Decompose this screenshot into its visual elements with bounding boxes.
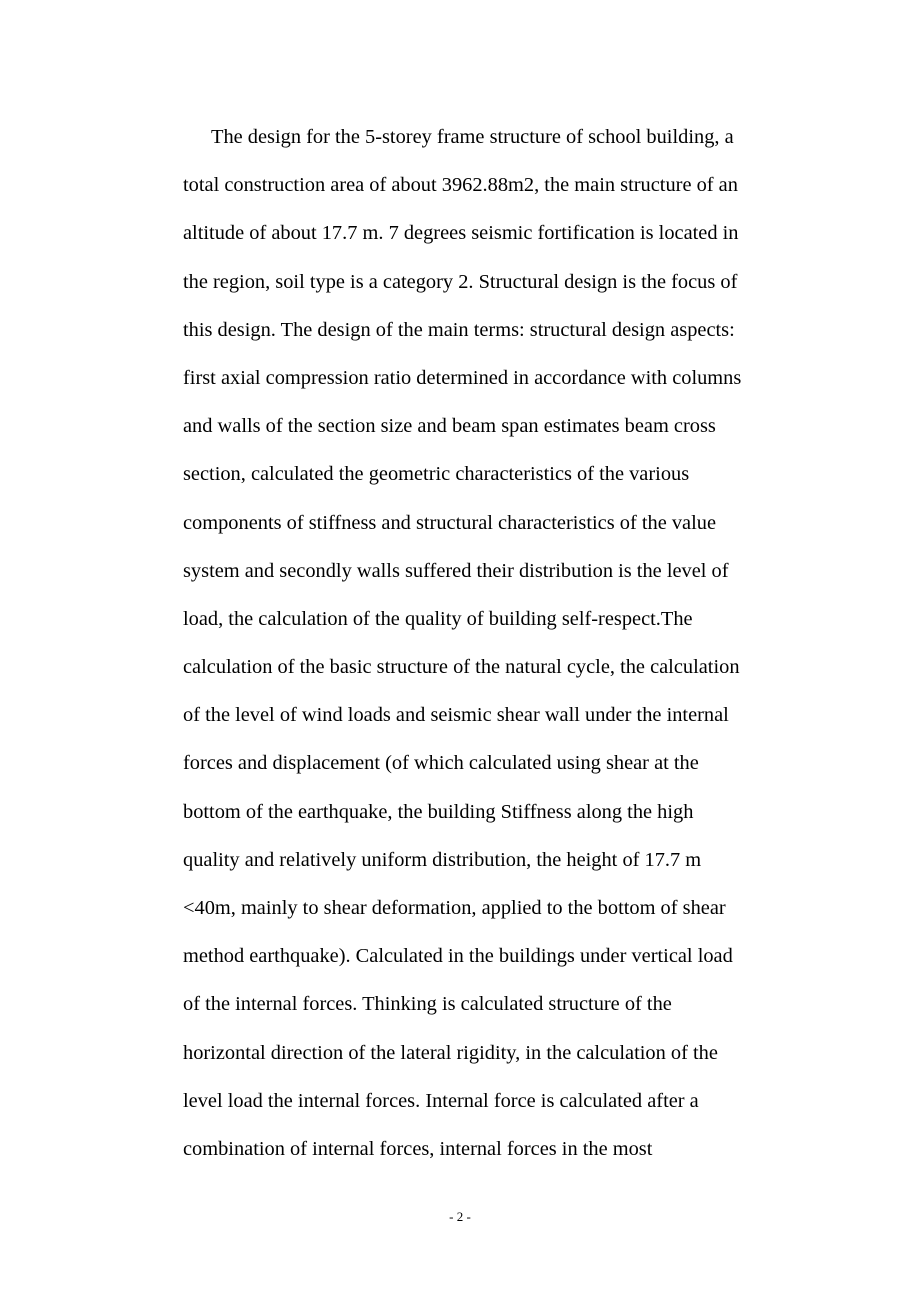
paragraph-line: of the internal forces. Thinking is calculated structure of the: [183, 993, 672, 1016]
paragraph-line: of the level of wind loads and seismic shear wall under the internal: [183, 704, 729, 727]
paragraph-line: method earthquake). Calculated in the buildings under vertical load: [183, 945, 733, 968]
paragraph-line: <40m, mainly to shear deformation, applied to the bottom of shear: [183, 897, 726, 919]
body-paragraph: [183, 117, 783, 1177]
paragraph-line: load, the calculation of the quality of building self-respect.The: [183, 607, 693, 630]
paragraph-line: bottom of the earthquake, the building Stiffness along the high: [183, 800, 694, 823]
paragraph-line: and walls of the section size and beam span estimates beam cross: [183, 415, 716, 438]
paragraph-line: quality and relatively uniform distribution, the height of 17.7 m: [183, 848, 702, 871]
paragraph-line: horizontal direction of the lateral rigidity, in the calculation of the: [183, 1041, 718, 1064]
paragraph-line: this design. The design of the main terms: structural design aspects:: [183, 318, 735, 341]
paragraph-line: calculation of the basic structure of the natural cycle, the calculation: [183, 656, 740, 679]
paragraph-line: section, calculated the geometric characteristics of the various: [183, 463, 690, 486]
paragraph-line: The design for the 5-storey frame structure of school building, a: [211, 126, 734, 148]
paragraph-line: altitude of about 17.7 m. 7 degrees seismic fortification is located in: [183, 222, 739, 245]
paragraph-line: components of stiffness and structural characteristics of the value: [183, 511, 717, 534]
paragraph-line: forces and displacement (of which calculated using shear at the: [183, 752, 699, 775]
paragraph-line: total construction area of about 3962.88m2, the main structure of an: [183, 174, 738, 197]
paragraph-line: level load the internal forces. Internal force is calculated after a: [183, 1089, 699, 1112]
paragraph-line: the region, soil type is a category 2. Structural design is the focus of: [183, 270, 738, 293]
paragraph-line: combination of internal forces, internal forces in the most: [183, 1137, 653, 1160]
page-number: - 2 -: [449, 1209, 471, 1224]
paragraph-line: system and secondly walls suffered their distribution is the level of: [183, 559, 729, 582]
paragraph-line: first axial compression ratio determined in accordance with columns: [183, 366, 742, 389]
